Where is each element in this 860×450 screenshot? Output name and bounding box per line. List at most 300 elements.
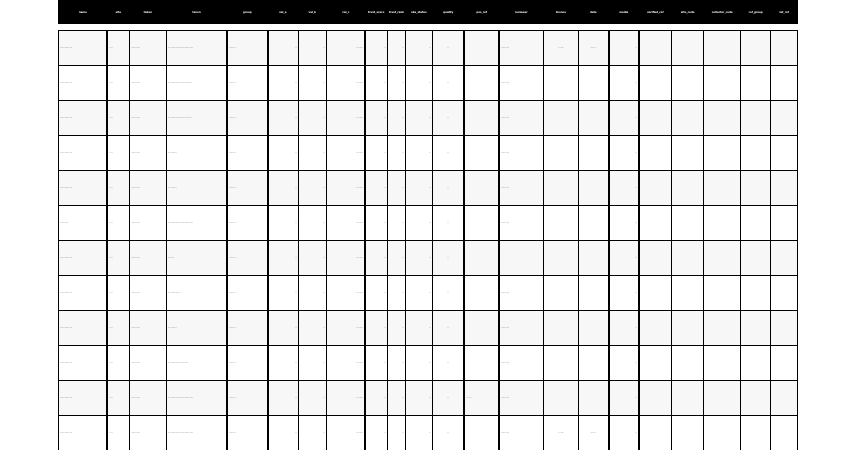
column-header[interactable]: val_b: [298, 1, 326, 24]
table-cell: ...............: [59, 171, 108, 206]
column-header[interactable]: verified_ref: [639, 1, 671, 24]
table-cell: ....: [107, 136, 129, 171]
table-cell: ..: [387, 206, 405, 241]
table-cell: ..: [268, 346, 298, 381]
table-cell: ..: [268, 171, 298, 206]
table-cell: ..: [268, 381, 298, 416]
table-cell: ..: [387, 101, 405, 136]
table-cell: [544, 171, 579, 206]
table-cell: ...........: [130, 416, 167, 450]
table-cell: [639, 31, 671, 66]
table-cell: ........: [326, 311, 365, 346]
table-cell: ..: [365, 136, 387, 171]
table-cell: ..........: [499, 381, 544, 416]
table-cell: [672, 101, 704, 136]
table-cell: [544, 346, 579, 381]
table-cell: ...........: [130, 381, 167, 416]
column-header[interactable]: lat_ref: [771, 1, 798, 24]
table-cell: ..........: [499, 416, 544, 450]
data-table: [58, 0, 798, 450]
table-cell: ..: [432, 101, 464, 136]
table-cell: [771, 276, 798, 311]
table-cell: [499, 241, 544, 276]
table-cell: ..: [298, 276, 326, 311]
table-cell: [771, 171, 798, 206]
table-cell: ..: [387, 311, 405, 346]
table-cell: [464, 101, 499, 136]
table-cell: ......: [578, 416, 608, 450]
table-cell: ..: [365, 66, 387, 101]
table-cell: ..........: [499, 101, 544, 136]
table-cell: [544, 101, 579, 136]
table-cell: [639, 171, 671, 206]
table-cell: ..: [406, 311, 432, 346]
table-cell: ...............: [59, 136, 108, 171]
table-cell: ....: [107, 206, 129, 241]
table-cell: ........: [227, 241, 268, 276]
table-cell: ........: [326, 136, 365, 171]
table-cell: [704, 276, 741, 311]
column-header[interactable]: trust_rank: [387, 1, 405, 24]
table-cell: ..........: [499, 276, 544, 311]
table-cell: ..: [432, 346, 464, 381]
table-row[interactable]: [59, 416, 798, 450]
table-cell: ..: [406, 346, 432, 381]
table-cell: ...............: [59, 346, 108, 381]
table-cell: ..: [298, 171, 326, 206]
table-cell: [704, 381, 741, 416]
table-cell: ........: [227, 276, 268, 311]
table-cell: ...........: [130, 311, 167, 346]
table-cell: ...............................: [166, 416, 227, 450]
table-cell: ..: [609, 101, 639, 136]
table-cell: [578, 206, 608, 241]
table-cell: ...............................: [166, 206, 227, 241]
table-cell: ........: [166, 241, 227, 276]
table-cell: ..........: [499, 311, 544, 346]
table-cell: ......: [578, 31, 608, 66]
column-header[interactable]: media: [609, 1, 639, 24]
table-cell: [771, 311, 798, 346]
table-cell: ..: [365, 206, 387, 241]
table-cell: ...........: [130, 171, 167, 206]
table-cell: ..: [406, 206, 432, 241]
table-cell: [771, 241, 798, 276]
column-header[interactable]: site_code: [672, 1, 704, 24]
table-cell: [578, 136, 608, 171]
table-cell: ..: [298, 381, 326, 416]
table-cell: ........: [326, 101, 365, 136]
table-cell: ........: [227, 346, 268, 381]
table-cell: ..: [406, 31, 432, 66]
table-cell: [672, 311, 704, 346]
table-header: [59, 1, 798, 24]
table-cell: ..........: [499, 31, 544, 66]
table-cell: ..: [432, 311, 464, 346]
table-cell: ..: [387, 66, 405, 101]
table-cell: ........: [227, 101, 268, 136]
table-cell: ..: [365, 171, 387, 206]
table-cell: [639, 66, 671, 101]
table-row[interactable]: [59, 241, 798, 276]
table-cell: [464, 416, 499, 450]
table-body: [59, 24, 798, 450]
table-cell: ..: [365, 416, 387, 450]
table-cell: .............................: [166, 101, 227, 136]
table-cell: [544, 241, 579, 276]
table-row[interactable]: [59, 381, 798, 416]
table-cell: ..........: [499, 206, 544, 241]
table-cell: ..: [365, 346, 387, 381]
column-header[interactable]: taken: [130, 1, 167, 24]
table-cell: ........: [227, 171, 268, 206]
table-cell: ..: [268, 66, 298, 101]
table-cell: ..: [432, 31, 464, 66]
table-cell: ..: [268, 241, 298, 276]
table-cell: ....: [107, 346, 129, 381]
table-cell: [704, 311, 741, 346]
column-header[interactable]: site: [107, 1, 129, 24]
column-header[interactable]: quality: [432, 1, 464, 24]
table-cell: [672, 206, 704, 241]
table-cell: ..: [406, 241, 432, 276]
table-cell: ..: [298, 66, 326, 101]
table-cell: [639, 311, 671, 346]
table-cell: ..: [268, 416, 298, 450]
table-cell: ........: [326, 206, 365, 241]
table-cell: ...............: [59, 416, 108, 450]
header-row: [59, 1, 798, 24]
table-cell: [464, 276, 499, 311]
data-sheet: [58, 0, 798, 450]
table-cell: [771, 101, 798, 136]
table-cell: ......: [464, 381, 499, 416]
table-cell: [639, 276, 671, 311]
table-cell: [578, 311, 608, 346]
table-cell: [672, 31, 704, 66]
table-cell: ..: [406, 101, 432, 136]
table-cell: ...........: [130, 276, 167, 311]
table-cell: ........: [227, 311, 268, 346]
table-cell: [771, 136, 798, 171]
table-cell: ........: [227, 66, 268, 101]
table-cell: [771, 346, 798, 381]
table-cell: [704, 416, 741, 450]
table-cell: ..: [365, 241, 387, 276]
table-cell: ..: [365, 276, 387, 311]
table-cell: [578, 381, 608, 416]
table-cell: ....: [107, 416, 129, 450]
table-cell: ...............: [59, 31, 108, 66]
table-cell: ..: [406, 276, 432, 311]
table-cell: ...........: [130, 346, 167, 381]
table-cell: ...............: [59, 311, 108, 346]
table-cell: ......: [544, 31, 579, 66]
table-cell: ..: [406, 416, 432, 450]
table-cell: ..: [406, 66, 432, 101]
column-header[interactable]: val_a: [268, 1, 298, 24]
table-cell: ..: [268, 206, 298, 241]
table-cell: [704, 206, 741, 241]
table-cell: ..: [298, 136, 326, 171]
table-cell: [741, 206, 771, 241]
table-cell: ...............................: [166, 381, 227, 416]
table-row[interactable]: [59, 136, 798, 171]
table-cell: ..: [387, 31, 405, 66]
table-cell: [741, 101, 771, 136]
table-cell: ...........: [130, 31, 167, 66]
table-cell: [578, 101, 608, 136]
table-cell: ..: [432, 136, 464, 171]
table-cell: [672, 346, 704, 381]
table-row[interactable]: [59, 101, 798, 136]
table-cell: ........: [326, 31, 365, 66]
table-cell: [464, 171, 499, 206]
table-cell: [578, 276, 608, 311]
table-cell: ...........: [130, 206, 167, 241]
table-cell: [771, 416, 798, 450]
table-cell: [672, 136, 704, 171]
table-cell: [704, 171, 741, 206]
table-cell: [771, 66, 798, 101]
table-cell: [704, 101, 741, 136]
column-header[interactable]: ref_group: [741, 1, 771, 24]
table-cell: ..........: [499, 66, 544, 101]
table-cell: ......: [544, 416, 579, 450]
table-cell: ....: [107, 31, 129, 66]
table-cell: ..: [365, 31, 387, 66]
table-cell: ..: [298, 346, 326, 381]
table-cell: [741, 241, 771, 276]
column-header[interactable]: pos_ref: [464, 1, 499, 24]
column-header[interactable]: collector_code: [704, 1, 741, 24]
table-row[interactable]: [59, 311, 798, 346]
table-cell: [672, 381, 704, 416]
table-cell: [741, 346, 771, 381]
table-cell: ....: [107, 101, 129, 136]
table-cell: ..: [609, 206, 639, 241]
table-cell: ..: [406, 136, 432, 171]
table-cell: ..: [432, 416, 464, 450]
table-cell: ..: [298, 101, 326, 136]
table-cell: ..: [387, 136, 405, 171]
table-cell: [464, 346, 499, 381]
table-cell: [704, 346, 741, 381]
table-cell: ..: [298, 311, 326, 346]
table-cell: ..: [298, 416, 326, 450]
table-cell: ....: [107, 276, 129, 311]
table-cell: [741, 136, 771, 171]
table-cell: ..: [432, 276, 464, 311]
table-cell: ....: [107, 66, 129, 101]
table-row[interactable]: [59, 31, 798, 66]
table-cell: [464, 66, 499, 101]
table-cell: ..: [432, 206, 464, 241]
table-cell: ........: [326, 346, 365, 381]
table-cell: [672, 276, 704, 311]
table-cell: ...............: [59, 241, 108, 276]
table-cell: [741, 311, 771, 346]
table-cell: [704, 66, 741, 101]
table-cell: ..: [609, 31, 639, 66]
table-cell: ..: [432, 241, 464, 276]
table-cell: [741, 171, 771, 206]
table-cell: ..: [406, 171, 432, 206]
column-header[interactable]: group: [227, 1, 268, 24]
table-row[interactable]: [59, 206, 798, 241]
table-cell: ..: [406, 381, 432, 416]
table-cell: ..: [609, 346, 639, 381]
table-cell: ........: [326, 66, 365, 101]
table-cell: ..: [365, 381, 387, 416]
table-cell: ........: [227, 136, 268, 171]
table-cell: ..: [268, 31, 298, 66]
table-cell: ..: [432, 381, 464, 416]
table-cell: ........: [227, 381, 268, 416]
table-cell: ..: [298, 241, 326, 276]
table-cell: [672, 241, 704, 276]
table-cell: ..: [609, 311, 639, 346]
table-cell: ........: [227, 31, 268, 66]
table-cell: [704, 241, 741, 276]
table-cell: ..: [268, 311, 298, 346]
table-cell: ........: [227, 416, 268, 450]
table-cell: ..: [609, 381, 639, 416]
table-cell: [672, 66, 704, 101]
table-cell: [544, 66, 579, 101]
table-cell: ........: [326, 171, 365, 206]
table-cell: ..........: [499, 346, 544, 381]
table-cell: [464, 31, 499, 66]
table-cell: ....: [107, 381, 129, 416]
table-cell: ..........: [499, 136, 544, 171]
table-cell: ........: [326, 241, 365, 276]
table-cell: [741, 31, 771, 66]
table-cell: ..: [298, 31, 326, 66]
table-cell: ........: [326, 416, 365, 450]
table-cell: ...........: [166, 136, 227, 171]
table-cell: ........: [326, 276, 365, 311]
table-cell: ..: [609, 416, 639, 450]
table-cell: [741, 416, 771, 450]
table-cell: [578, 171, 608, 206]
table-cell: [639, 381, 671, 416]
table-cell: [544, 276, 579, 311]
table-cell: [704, 31, 741, 66]
table-cell: ..: [609, 66, 639, 101]
table-cell: [771, 31, 798, 66]
table-cell: ...............: [59, 276, 108, 311]
table-cell: ..: [387, 346, 405, 381]
column-header[interactable]: trust_score: [365, 1, 387, 24]
table-cell: ..: [268, 136, 298, 171]
table-cell: ........: [227, 206, 268, 241]
table-cell: [639, 206, 671, 241]
table-cell: ....: [107, 171, 129, 206]
table-cell: ..: [268, 101, 298, 136]
table-cell: ...............: [59, 66, 108, 101]
table-cell: ...........: [130, 136, 167, 171]
table-cell: ..: [609, 171, 639, 206]
column-header[interactable]: reviewer: [499, 1, 544, 24]
table-cell: [464, 241, 499, 276]
table-cell: [741, 276, 771, 311]
table-cell: [704, 136, 741, 171]
table-cell: [578, 346, 608, 381]
table-cell: ........: [326, 381, 365, 416]
table-row[interactable]: [59, 276, 798, 311]
table-cell: ...............: [59, 381, 108, 416]
table-cell: [639, 136, 671, 171]
table-cell: [639, 346, 671, 381]
table-cell: [639, 241, 671, 276]
table-cell: [464, 136, 499, 171]
table-cell: .............................: [166, 66, 227, 101]
table-cell: ..: [387, 381, 405, 416]
table-cell: [672, 171, 704, 206]
table-cell: [672, 416, 704, 450]
column-header[interactable]: date: [578, 1, 608, 24]
column-header[interactable]: val_c: [326, 1, 365, 24]
table-cell: ...........: [166, 171, 227, 206]
table-cell: [544, 206, 579, 241]
table-cell: ...........: [166, 311, 227, 346]
table-cell: ..: [609, 276, 639, 311]
table-cell: [544, 136, 579, 171]
table-cell: ..: [432, 171, 464, 206]
table-row[interactable]: [59, 171, 798, 206]
table-cell: ...........: [130, 101, 167, 136]
table-cell: [578, 66, 608, 101]
table-cell: ..: [387, 171, 405, 206]
table-row[interactable]: [59, 346, 798, 381]
table-cell: ....: [107, 311, 129, 346]
table-cell: ..: [298, 206, 326, 241]
table-cell: [639, 101, 671, 136]
table-cell: [464, 206, 499, 241]
table-cell: ..........: [499, 171, 544, 206]
table-cell: [639, 416, 671, 450]
table-cell: [741, 381, 771, 416]
table-cell: [771, 381, 798, 416]
table-cell: ...........: [130, 241, 167, 276]
table-cell: ..: [609, 241, 639, 276]
table-cell: ...............: [59, 101, 108, 136]
table-cell: ..........: [59, 206, 108, 241]
table-cell: [741, 66, 771, 101]
table-cell: ..: [432, 66, 464, 101]
table-cell: ..: [609, 136, 639, 171]
column-header[interactable]: obs_status: [406, 1, 432, 24]
table-cell: ..: [365, 311, 387, 346]
table-cell: ...............................: [166, 31, 227, 66]
table-cell: ..: [387, 416, 405, 450]
table-cell: ................: [166, 276, 227, 311]
table-cell: ..: [387, 276, 405, 311]
table-cell: .........................: [166, 346, 227, 381]
table-cell: ..: [365, 101, 387, 136]
table-cell: [544, 311, 579, 346]
column-header[interactable]: licence: [544, 1, 579, 24]
table-row[interactable]: [59, 66, 798, 101]
table-cell: [464, 311, 499, 346]
column-header[interactable]: taxon: [166, 1, 227, 24]
table-cell: [544, 381, 579, 416]
table-cell: ...........: [130, 66, 167, 101]
column-header[interactable]: name: [59, 1, 108, 24]
table-cell: ..: [387, 241, 405, 276]
table-cell: ....: [107, 241, 129, 276]
